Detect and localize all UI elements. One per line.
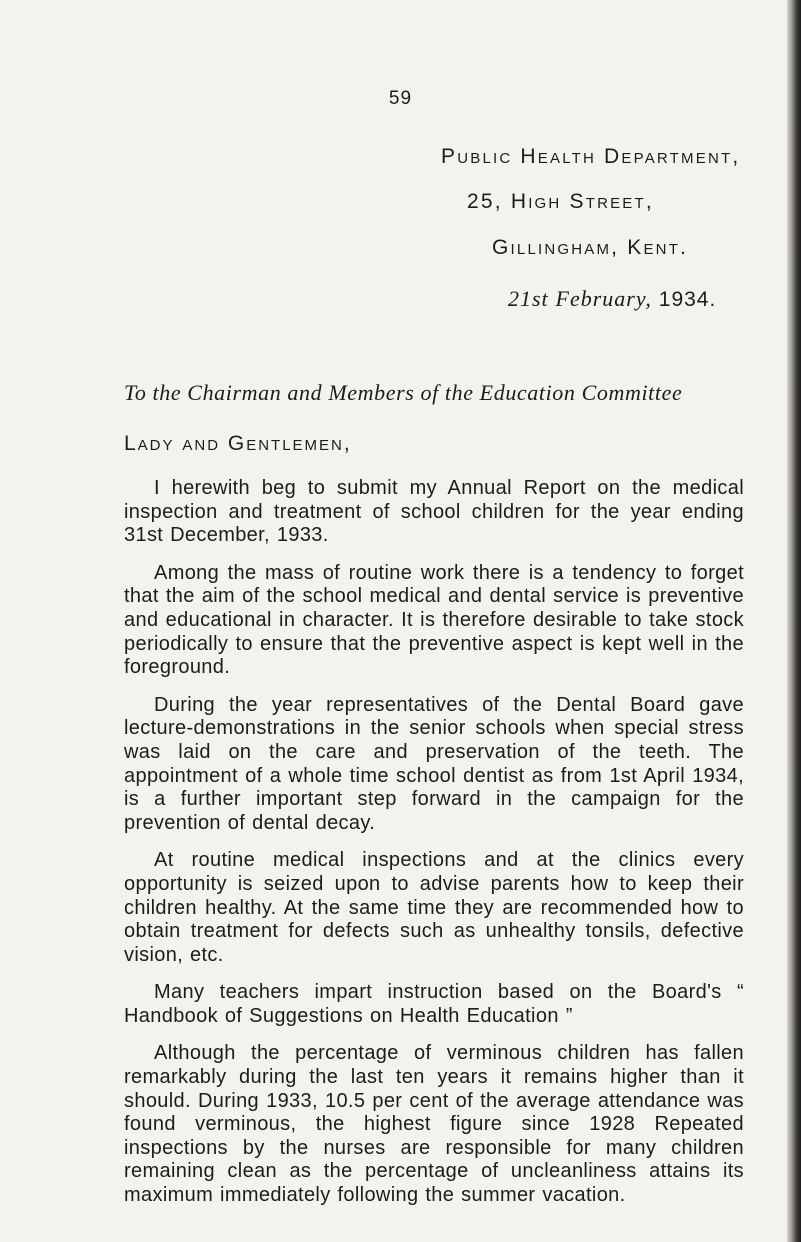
paragraph-5: Many teachers impart instruction based on the Board's “ Handbook of Suggestions on Health Education ”	[124, 981, 744, 1027]
paragraph-2: Among the mass of routine work there is a tendency to forget that the aim of the school medical and dental service is preventive and educational in character. It is therefore desirable to take stock periodically to ensure that the preventive aspect is kept well in the foreground.	[124, 561, 744, 679]
page-number: 59	[388, 88, 413, 109]
letter-body	[124, 477, 744, 1222]
salutation: Lady and Gentlemen,	[124, 432, 352, 455]
paragraph-3: During the year representatives of the Dental Board gave lecture-demonstrations in the senior schools when special stress was laid on the care and preservation of the teeth. The appointment of a whole time school dentist as from 1st April 1934, is a further important step forward in the campaign for the prevention of dental decay.	[124, 693, 744, 834]
paragraph-4: At routine medical inspections and at the clinics every opportunity is seized upon to advise parents how to keep their children healthy. At the same time they are recommended how to obtain treatment for defects such as unhealthy tonsils, defective vision, etc.	[124, 849, 744, 966]
date-day: 21st	[508, 286, 549, 311]
paragraph-6: Although the percentage of verminous children has fallen remarkably during the last ten years it remains higher than it should. During 1933, 10.5 per cent of the average attendance was found verminous, the highest figure since 1928 Repeated inspections by the nurses are responsible for many children remaining clean as the percentage of uncleanliness attains its maximum immediately following the summer vacation.	[124, 1042, 744, 1207]
letter-date	[508, 286, 716, 312]
dedication-line: To the Chairman and Members of the Education Committee	[124, 380, 683, 405]
date-year: 1934.	[658, 288, 717, 311]
paragraph-1: I herewith beg to submit my Annual Report on the medical inspection and treatment of school children for the year ending 31st December, 1933.	[124, 477, 744, 547]
date-month: February,	[555, 286, 652, 311]
page-edge-shadow	[787, 0, 801, 1242]
